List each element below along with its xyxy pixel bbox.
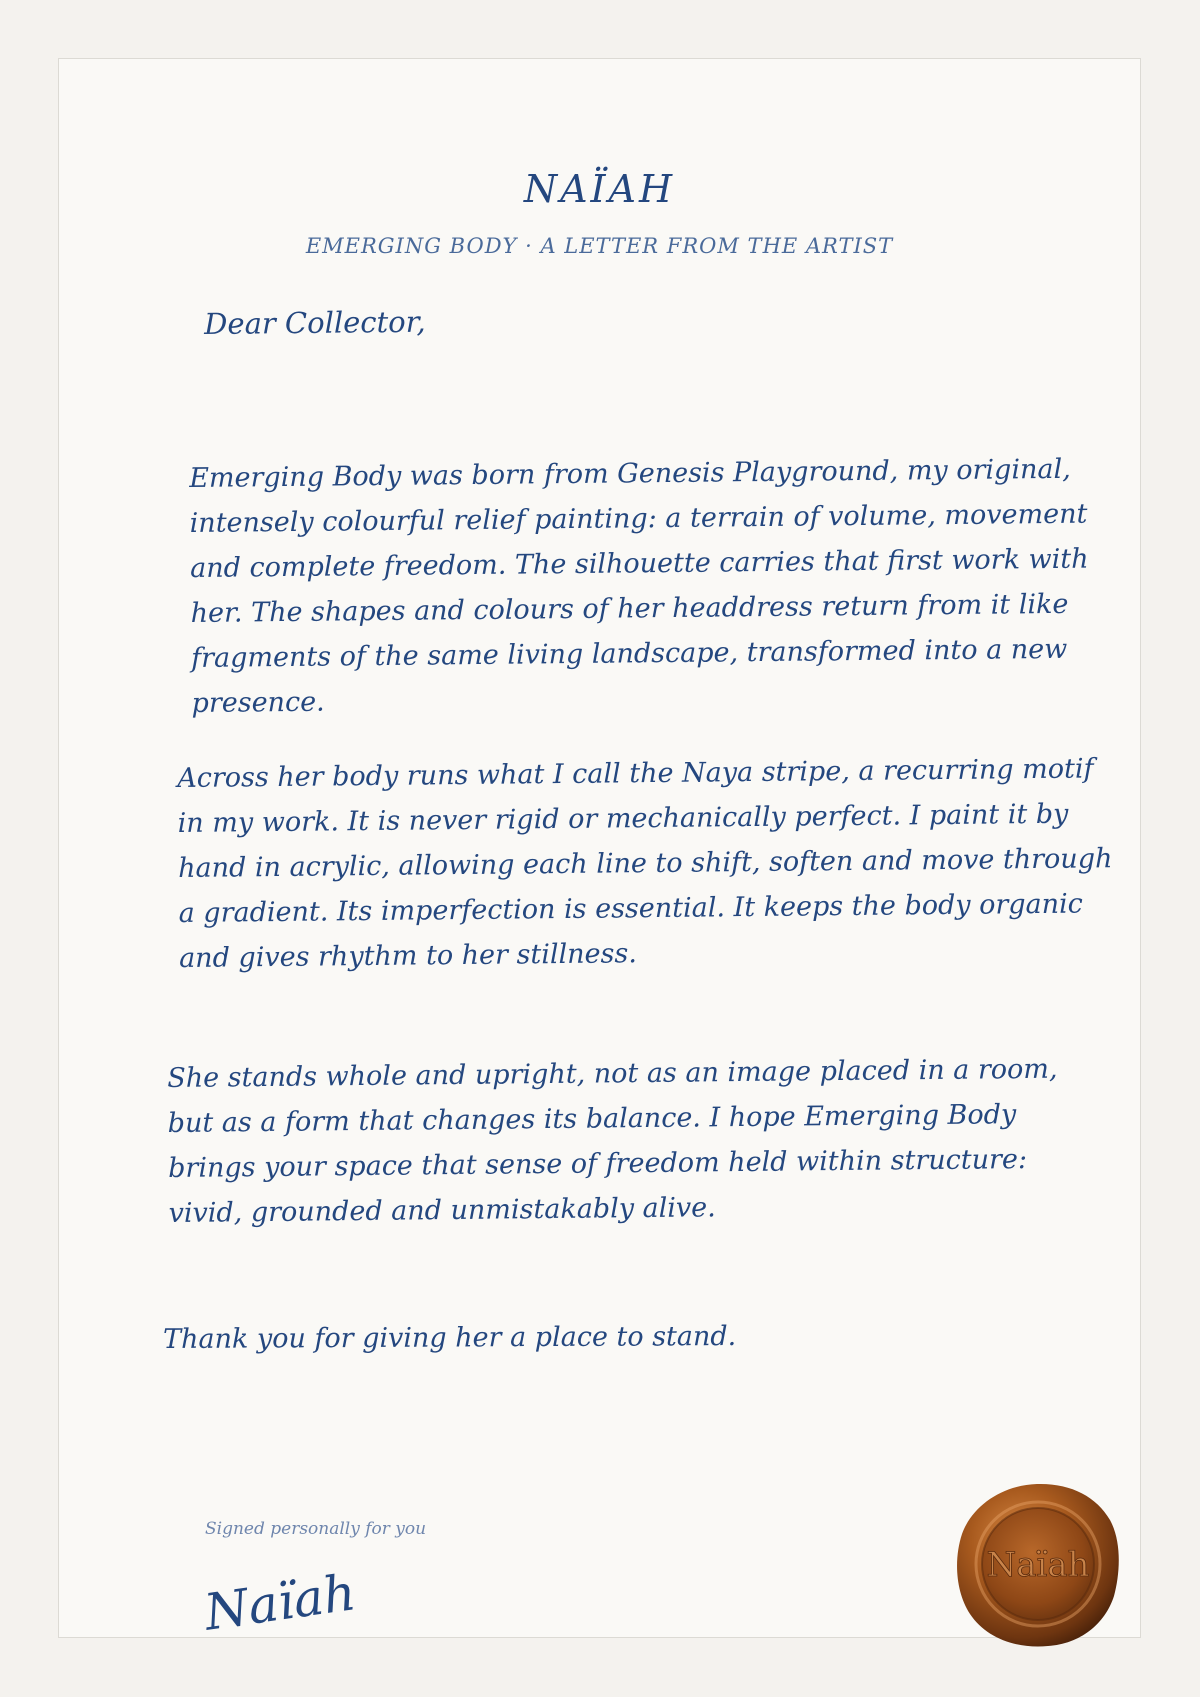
artist-name: NAÏAH: [523, 167, 676, 211]
wax-seal: [950, 1478, 1124, 1652]
signed-note: Signed personally for you: [205, 1519, 427, 1539]
seal-monogram: Naïah: [986, 1545, 1090, 1585]
letter-paragraph: Across her body runs what I call the Naya stripe, a recurring motif in my work. It is never rigid or mechanically perfect. I paint it by hand in acrylic, allowing each line to shift, soften and move through a gradient. Its imperfection is essential. It keeps the body organic and gives rhythm to her stillness.: [177, 753, 1113, 974]
artist-signature: Naïah: [200, 1563, 360, 1642]
letter-subtitle: EMERGING BODY · A LETTER FROM THE ARTIST: [305, 234, 894, 258]
salutation: Dear Collector,: [204, 304, 426, 341]
letter-sheet: [58, 58, 1141, 1642]
letter-paragraph: She stands whole and upright, not as an image placed in a room, but as a form that changes its balance. I hope Emerging Body brings your space that sense of freedom held within structure: vivid, grounded and unmistakably alive.: [167, 1053, 1058, 1229]
closing-line: Thank you for giving her a place to stand.: [163, 1320, 737, 1355]
letter-paragraph: Emerging Body was born from Genesis Playground, my original, intensely colourful relief painting: a terrain of volume, movement and complete freedom. The silhouette carries that first work with her. The shapes and colours of her headdress return from it like fragments of the same living landscape, transformed into a new presence.: [189, 453, 1089, 719]
